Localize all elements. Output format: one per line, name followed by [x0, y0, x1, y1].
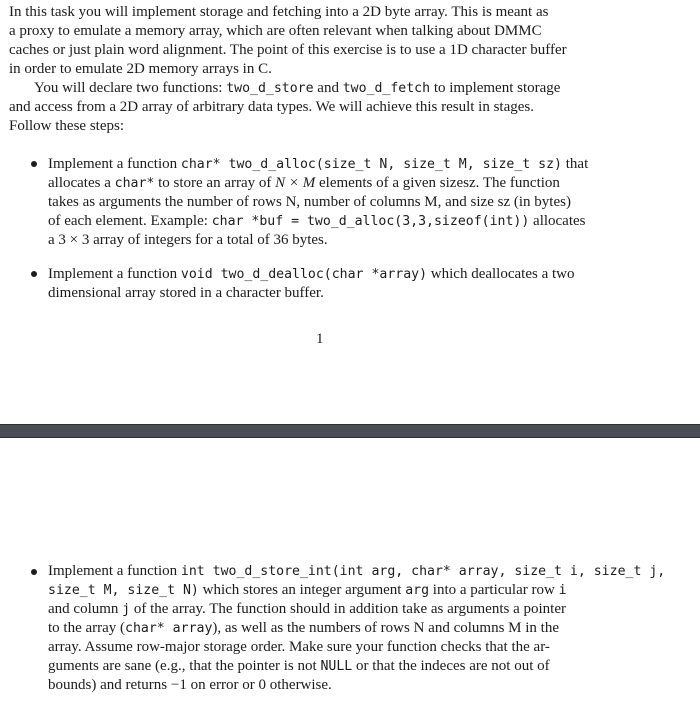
bullet2-text: Implement a function — [48, 266, 181, 282]
bullet3-text: guments are sane (e.g., that the pointer is not — [48, 658, 321, 674]
bullet1-text: of each element. Example: — [48, 213, 212, 229]
code-i: i — [558, 583, 567, 598]
para2-text: and — [313, 80, 343, 96]
bullet1-text: to store an array of — [154, 175, 276, 191]
code-two-d-fetch: two_d_fetch — [342, 81, 431, 96]
bullet3-text: and column — [48, 601, 123, 617]
bullet1-line-3: takes as arguments the number of rows N, number of columns M, and size sz (in bytes) — [48, 194, 571, 210]
bullet3-line-4 — [48, 619, 559, 638]
bullet1-text: a — [48, 232, 59, 248]
code-two-d-dealloc-signature: void two_d_dealloc(char *array) — [180, 267, 428, 282]
math-n-times-m: N × M — [275, 175, 316, 191]
para2-line-3: Follow these steps: — [9, 118, 124, 134]
bullet1-text: array of integers for a total of 36 bytes. — [89, 232, 328, 248]
code-example-alloc: char *buf = two_d_alloc(3,3,sizeof(int)) — [211, 214, 530, 229]
bullet3-line-3 — [48, 600, 566, 619]
bullet1-text: allocates — [529, 213, 586, 229]
bullet2-line-1 — [48, 265, 574, 284]
code-signature-continued: size_t M, size_t N) — [48, 583, 199, 598]
bullet1-text: Implement a function — [48, 156, 181, 172]
page-separator — [0, 424, 700, 438]
bullet3-text: into a particular row — [429, 582, 559, 598]
code-two-d-store-int-signature: int two_d_store_int(int arg, char* array, size_t i, size_t j, — [180, 564, 666, 579]
para2-text: You will declare two functions: — [34, 80, 227, 96]
code-two-d-alloc-signature: char* two_d_alloc(size_t N, size_t M, size_t sz) — [180, 157, 562, 172]
intro-line-3: caches or just plain word alignment. The point of this exercise is to use a 1D character buffer — [9, 42, 567, 58]
bullet3-text: Implement a function — [48, 563, 181, 579]
para2-line-1 — [34, 79, 560, 98]
bullet3-text: of the array. The function should in addition take as arguments a pointer — [130, 601, 566, 617]
para2-text: to implement storage — [430, 80, 561, 96]
bullet3-text: or that the indeces are not out of — [352, 658, 550, 674]
bullet1-line-2 — [48, 174, 560, 193]
code-null: NULL — [320, 659, 353, 674]
bullet3-line-2 — [48, 581, 567, 600]
bullet2-text: which deallocates a two — [427, 266, 575, 282]
bullet1-line-4 — [48, 212, 586, 231]
intro-line-1: In this task you will implement storage and fetching into a 2D byte array. This is meant as — [9, 4, 549, 20]
bullet3-text: ), as well as the numbers of rows N and columns M in the — [212, 620, 559, 636]
bullet1-line-1 — [48, 155, 588, 174]
bullet3-line-7: bounds) and returns −1 on error or 0 otherwise. — [48, 677, 332, 693]
bullet1-text: allocates a — [48, 175, 115, 191]
bullet3-text: to the array ( — [48, 620, 126, 636]
bullet2-line-2: dimensional array stored in a character buffer. — [48, 285, 324, 301]
math-3-times-3: 3 × 3 — [58, 232, 90, 248]
intro-line-4: in order to emulate 2D memory arrays in C. — [9, 61, 272, 77]
bullet1-text: elements of a given sizesz. The function — [315, 175, 560, 191]
bullet1-line-5 — [48, 231, 328, 250]
bullet-marker — [31, 161, 37, 167]
bullet3-line-1 — [48, 562, 665, 581]
code-j: j — [122, 602, 131, 617]
code-two-d-store: two_d_store — [226, 81, 314, 96]
bullet-marker — [31, 569, 37, 575]
page-number: 1 — [316, 331, 324, 347]
bullet3-text: which stores an integer argument — [198, 582, 406, 598]
code-char-array: char* array — [125, 621, 213, 636]
bullet1-text: that — [562, 156, 589, 172]
bullet3-line-6 — [48, 657, 550, 676]
bullet3-line-5: array. Assume row-major storage order. Make sure your function checks that the ar- — [48, 639, 550, 655]
para2-line-2: and access from a 2D array of arbitrary data types. We will achieve this result in stages. — [9, 99, 534, 115]
code-arg: arg — [405, 583, 430, 598]
intro-line-2: a proxy to emulate a memory array, which are often relevant when talking about DMMC — [9, 23, 542, 39]
document-page-2 — [0, 438, 700, 702]
code-char-pointer: char* — [114, 176, 155, 191]
bullet-marker — [31, 271, 37, 277]
